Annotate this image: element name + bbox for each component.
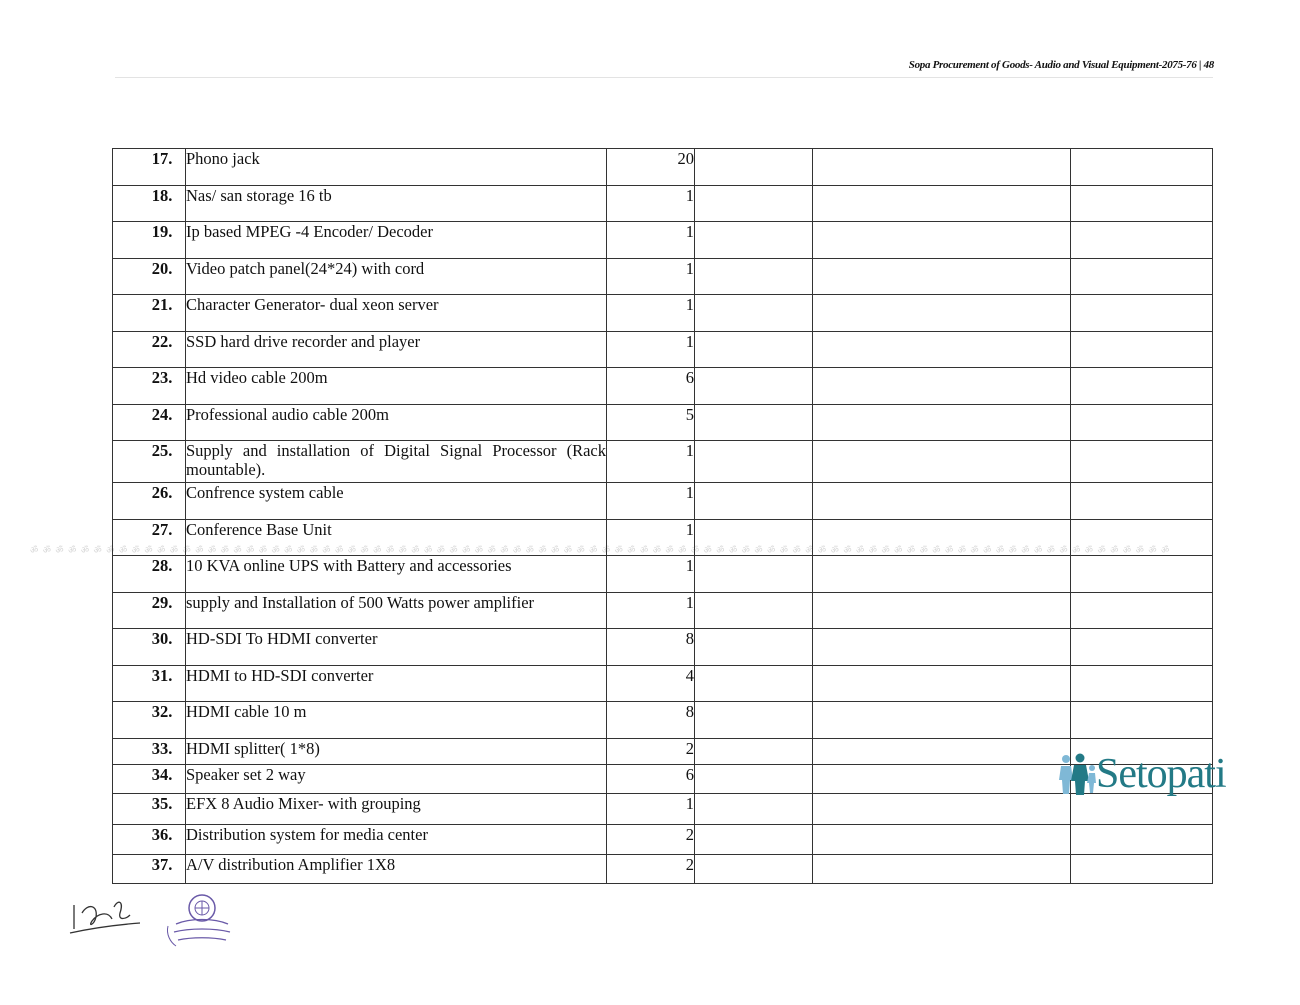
item-number-cell (113, 405, 186, 441)
item-number-cell-text: 21. (151, 295, 173, 314)
document-title: Sopa Procurement of Goods- Audio and Visual Equipment-2075-76 (908, 59, 1197, 71)
item-quantity-cell-text: 1 (685, 295, 694, 314)
table-row (113, 702, 1213, 739)
empty-cell (695, 593, 813, 629)
item-quantity-cell-text: 2 (685, 739, 694, 758)
item-description-cell (186, 666, 607, 702)
header-divider (115, 77, 1213, 78)
item-quantity-cell-text: 1 (685, 186, 694, 205)
item-description-cell (186, 739, 607, 765)
item-quantity-cell (607, 520, 695, 556)
table-row (113, 629, 1213, 666)
empty-cell (695, 368, 813, 405)
item-number-cell (113, 483, 186, 520)
item-quantity-cell-text: 1 (685, 483, 694, 502)
item-description-cell (186, 702, 607, 739)
item-description-cell (186, 855, 607, 884)
empty-cell (813, 441, 1071, 483)
item-quantity-cell (607, 629, 695, 666)
empty-cell (695, 259, 813, 295)
item-description-cell-text: HDMI cable 10 m (186, 702, 307, 721)
item-quantity-cell-text: 1 (685, 556, 694, 575)
item-quantity-cell (607, 483, 695, 520)
item-quantity-cell-text: 1 (685, 520, 694, 539)
empty-cell (813, 556, 1071, 593)
item-quantity-cell (607, 222, 695, 259)
item-quantity-cell (607, 259, 695, 295)
item-description-cell-text: 10 KVA online UPS with Battery and accessories (186, 556, 512, 575)
item-number-cell-text: 36. (151, 825, 173, 844)
family-figures-icon (1056, 752, 1098, 796)
item-number-cell (113, 520, 186, 556)
item-quantity-cell (607, 295, 695, 332)
empty-cell (695, 765, 813, 794)
item-quantity-cell (607, 149, 695, 186)
item-description-cell (186, 794, 607, 825)
item-description-cell-text: HD-SDI To HDMI converter (186, 629, 378, 648)
item-number-cell (113, 855, 186, 884)
empty-cell (695, 405, 813, 441)
item-quantity-cell (607, 702, 695, 739)
item-description-cell-text: Distribution system for media center (186, 825, 428, 844)
empty-cell (813, 259, 1071, 295)
item-number-cell-text: 33. (151, 739, 173, 758)
item-quantity-cell (607, 186, 695, 222)
item-quantity-cell (607, 405, 695, 441)
table-row (113, 520, 1213, 556)
table-row (113, 405, 1213, 441)
item-description-cell (186, 149, 607, 186)
item-number-cell (113, 295, 186, 332)
item-quantity-cell-text: 1 (685, 332, 694, 351)
item-number-cell-text: 32. (151, 702, 173, 721)
table-row (113, 739, 1213, 765)
item-description-cell-text: Ip based MPEG -4 Encoder/ Decoder (186, 222, 433, 241)
empty-cell (695, 520, 813, 556)
item-number-cell (113, 794, 186, 825)
item-number-cell-text: 17. (151, 149, 173, 168)
item-description-cell (186, 520, 607, 556)
empty-cell (695, 702, 813, 739)
item-number-cell-text: 23. (151, 368, 173, 387)
empty-cell (1071, 259, 1213, 295)
item-description-cell (186, 629, 607, 666)
empty-cell (695, 186, 813, 222)
page-header (909, 59, 1214, 71)
empty-cell (1071, 222, 1213, 259)
item-description-cell (186, 186, 607, 222)
scan-artifact-dotted-line: ॐ ॐ ॐ ॐ ॐ ॐ ॐ ॐ ॐ ॐ ॐ ॐ ॐ ॐ ॐ ॐ ॐ ॐ ॐ ॐ ॐ ॐ ॐ ॐ ॐ ॐ ॐ ॐ ॐ ॐ ॐ ॐ ॐ ॐ ॐ ॐ ॐ ॐ ॐ ॐ ॐ ॐ ॐ ॐ ॐ ॐ ॐ ॐ ॐ ॐ ॐ ॐ ॐ ॐ ॐ ॐ ॐ ॐ ॐ ॐ ॐ ॐ ॐ ॐ ॐ ॐ ॐ ॐ ॐ ॐ ॐ ॐ ॐ ॐ ॐ ॐ ॐ ॐ ॐ ॐ ॐ ॐ ॐ ॐ ॐ ॐ ॐ ॐ ॐ ॐ (30, 545, 1171, 555)
empty-cell (695, 794, 813, 825)
empty-cell (1071, 629, 1213, 666)
table-row (113, 441, 1213, 483)
empty-cell (813, 368, 1071, 405)
item-description-cell (186, 259, 607, 295)
item-number-cell (113, 368, 186, 405)
empty-cell (813, 222, 1071, 259)
header-separator: | (1199, 59, 1202, 71)
item-number-cell (113, 739, 186, 765)
item-number-cell-text: 18. (151, 186, 173, 205)
empty-cell (1071, 855, 1213, 884)
item-quantity-cell (607, 666, 695, 702)
setopati-watermark (1056, 748, 1231, 800)
item-description-cell-text: EFX 8 Audio Mixer- with grouping (186, 794, 421, 813)
empty-cell (695, 556, 813, 593)
empty-cell (1071, 520, 1213, 556)
empty-cell (695, 739, 813, 765)
empty-cell (813, 825, 1071, 855)
item-description-cell-text: Phono jack (186, 149, 260, 168)
item-description-cell-text: SSD hard drive recorder and player (186, 332, 421, 351)
table-row (113, 368, 1213, 405)
empty-cell (1071, 149, 1213, 186)
item-number-cell-text: 30. (151, 629, 173, 648)
empty-cell (813, 794, 1071, 825)
table-row (113, 186, 1213, 222)
empty-cell (1071, 295, 1213, 332)
item-quantity-cell-text: 4 (685, 666, 694, 685)
empty-cell (813, 483, 1071, 520)
item-description-cell-text: A/V distribution Amplifier 1X8 (186, 855, 396, 874)
empty-cell (1071, 186, 1213, 222)
item-number-cell-text: 37. (151, 855, 173, 874)
empty-cell (1071, 368, 1213, 405)
official-seal-stamp-icon (162, 888, 242, 952)
empty-cell (695, 332, 813, 368)
table-row (113, 556, 1213, 593)
item-number-cell-text: 27. (151, 520, 173, 539)
empty-cell (813, 629, 1071, 666)
table-row (113, 765, 1213, 794)
item-quantity-cell-text: 1 (685, 441, 694, 460)
item-number-cell (113, 186, 186, 222)
item-number-cell (113, 222, 186, 259)
handwritten-signature-icon (68, 893, 143, 943)
empty-cell (695, 441, 813, 483)
item-quantity-cell-text: 8 (685, 629, 694, 648)
item-quantity-cell (607, 855, 695, 884)
items-table (112, 148, 1213, 884)
empty-cell (1071, 666, 1213, 702)
item-quantity-cell-text: 6 (685, 368, 694, 387)
item-quantity-cell-text: 20 (677, 149, 694, 168)
item-number-cell (113, 556, 186, 593)
empty-cell (813, 739, 1071, 765)
item-description-cell-text: Supply and installation of Digital Signal Processor (Rack mountable). (186, 441, 606, 479)
item-description-cell-text: Nas/ san storage 16 tb (186, 186, 332, 205)
item-number-cell-text: 29. (151, 593, 173, 612)
empty-cell (1071, 405, 1213, 441)
item-description-cell (186, 483, 607, 520)
table-row (113, 855, 1213, 884)
setopati-logo-text: Setopati (1096, 751, 1226, 797)
empty-cell (813, 765, 1071, 794)
table-row (113, 794, 1213, 825)
table-row (113, 666, 1213, 702)
empty-cell (695, 666, 813, 702)
empty-cell (813, 186, 1071, 222)
empty-cell (695, 295, 813, 332)
empty-cell (1071, 825, 1213, 855)
table-row (113, 593, 1213, 629)
item-quantity-cell-text: 6 (685, 765, 694, 784)
item-description-cell (186, 222, 607, 259)
item-description-cell (186, 332, 607, 368)
item-description-cell (186, 593, 607, 629)
item-number-cell-text: 24. (151, 405, 173, 424)
item-description-cell-text: Hd video cable 200m (186, 368, 328, 387)
table-row (113, 332, 1213, 368)
empty-cell (695, 149, 813, 186)
item-description-cell (186, 368, 607, 405)
item-description-cell-text: Speaker set 2 way (186, 765, 306, 784)
item-number-cell (113, 332, 186, 368)
empty-cell (695, 483, 813, 520)
table-row (113, 483, 1213, 520)
empty-cell (1071, 556, 1213, 593)
item-number-cell (113, 765, 186, 794)
empty-cell (813, 332, 1071, 368)
item-quantity-cell-text: 1 (685, 593, 694, 612)
item-quantity-cell-text: 1 (685, 794, 694, 813)
item-description-cell-text: Video patch panel(24*24) with cord (186, 259, 425, 278)
empty-cell (813, 666, 1071, 702)
item-quantity-cell (607, 441, 695, 483)
table-row (113, 295, 1213, 332)
table-row (113, 149, 1213, 186)
item-number-cell-text: 22. (151, 332, 173, 351)
empty-cell (813, 702, 1071, 739)
item-number-cell-text: 26. (151, 483, 173, 502)
empty-cell (1071, 441, 1213, 483)
item-quantity-cell (607, 825, 695, 855)
table-row (113, 825, 1213, 855)
item-number-cell (113, 441, 186, 483)
item-number-cell (113, 666, 186, 702)
item-number-cell (113, 702, 186, 739)
item-quantity-cell-text: 1 (685, 222, 694, 241)
item-number-cell-text: 20. (151, 259, 173, 278)
item-number-cell-text: 28. (151, 556, 173, 575)
items-table-body (113, 149, 1213, 884)
item-quantity-cell (607, 556, 695, 593)
item-description-cell-text: supply and Installation of 500 Watts power amplifier (186, 593, 535, 612)
page-number: 48 (1203, 59, 1214, 71)
item-quantity-cell-text: 2 (685, 855, 694, 874)
item-description-cell-text: HDMI to HD-SDI converter (186, 666, 374, 685)
item-description-cell-text: HDMI splitter( 1*8) (186, 739, 320, 758)
item-description-cell-text: Conference Base Unit (186, 520, 332, 539)
empty-cell (813, 149, 1071, 186)
item-description-cell-text: Confrence system cable (186, 483, 344, 502)
empty-cell (1071, 702, 1213, 739)
empty-cell (813, 405, 1071, 441)
item-quantity-cell (607, 593, 695, 629)
item-description-cell (186, 405, 607, 441)
item-quantity-cell (607, 739, 695, 765)
item-number-cell-text: 31. (151, 666, 173, 685)
item-number-cell-text: 34. (151, 765, 173, 784)
item-quantity-cell (607, 794, 695, 825)
item-number-cell-text: 19. (151, 222, 173, 241)
item-number-cell (113, 825, 186, 855)
empty-cell (695, 222, 813, 259)
item-quantity-cell-text: 2 (685, 825, 694, 844)
empty-cell (1071, 332, 1213, 368)
item-description-cell (186, 441, 607, 483)
item-number-cell-text: 35. (151, 794, 173, 813)
item-number-cell (113, 259, 186, 295)
item-quantity-cell (607, 368, 695, 405)
item-description-cell-text: Professional audio cable 200m (186, 405, 389, 424)
empty-cell (1071, 483, 1213, 520)
item-description-cell (186, 825, 607, 855)
empty-cell (695, 629, 813, 666)
item-number-cell (113, 629, 186, 666)
empty-cell (813, 520, 1071, 556)
item-description-cell-text: Character Generator- dual xeon server (186, 295, 439, 314)
item-description-cell (186, 295, 607, 332)
item-number-cell (113, 149, 186, 186)
empty-cell (813, 593, 1071, 629)
item-quantity-cell-text: 8 (685, 702, 694, 721)
item-description-cell (186, 556, 607, 593)
empty-cell (813, 295, 1071, 332)
item-quantity-cell-text: 1 (685, 259, 694, 278)
empty-cell (1071, 593, 1213, 629)
table-row (113, 259, 1213, 295)
item-quantity-cell (607, 765, 695, 794)
item-number-cell-text: 25. (151, 441, 173, 460)
item-description-cell (186, 765, 607, 794)
item-quantity-cell-text: 5 (685, 405, 694, 424)
empty-cell (695, 825, 813, 855)
empty-cell (695, 855, 813, 884)
item-number-cell (113, 593, 186, 629)
table-row (113, 222, 1213, 259)
empty-cell (813, 855, 1071, 884)
item-quantity-cell (607, 332, 695, 368)
